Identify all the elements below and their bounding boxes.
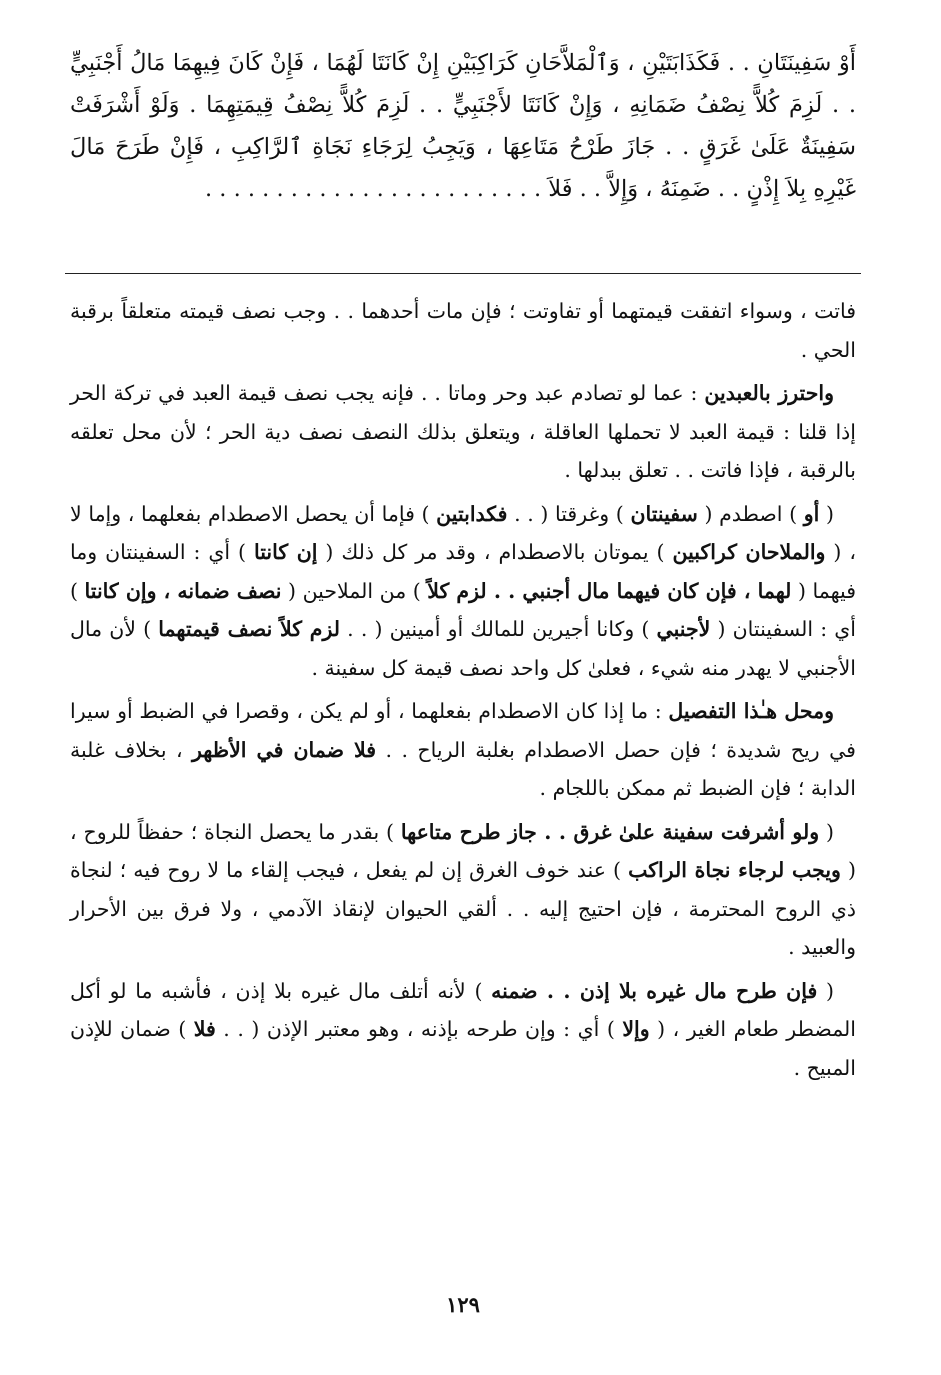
commentary-paragraph <box>70 972 856 1088</box>
commentary-paragraph <box>70 495 856 688</box>
lemma-text: ومحل هـٰذا التفصيل <box>668 699 834 723</box>
commentary-text: ) أي : وإن طرحه بإذنه ، وهو معتبر الإذن ( . . <box>215 1017 623 1041</box>
commentary-text: ) فإما أن يحصل الاصطدام بفعلهما ، وإما لا ، ( <box>70 501 856 564</box>
lemma-text: لهما ، فإن كان فيهما مال أجنبي . . لزم كلاً <box>427 578 792 603</box>
lemma-text: وإلا <box>622 1017 650 1041</box>
lemma-text: سفينتان <box>630 501 698 526</box>
commentary-text: ) أي : السفينتان ( <box>70 578 856 641</box>
commentary-text: فاتت ، وسواء اتفقت قيمتهما أو تفاوتت ؛ فإن مات أحدهما . . وجب نصف قيمته متعلقاً برقبة الحي . <box>70 299 856 362</box>
lemma-text: والملاحان كراكبين <box>672 540 826 564</box>
commentary-text-block <box>70 292 856 1092</box>
commentary-text: ( <box>817 978 834 1003</box>
commentary-text: ) عند خوف الغرق إن لم يفعل ، فيجب إلقاء ما لا روح فيه ؛ لنجاة ذي الروح المحترمة ، فإن احتيج إليه . . ألقي الحيوان لإنقاذ الآدمي ، ولا فرق بين الأحرار والعبيد . <box>70 858 856 959</box>
commentary-text: ) بقدر ما يحصل النجاة ؛ حفظاً للروح ، ( <box>70 819 857 882</box>
commentary-text: ) لأن مال الأجنبي لا يهدر منه شيء ، فعلىٰ كل واحد نصف قيمة كل سفينة . <box>70 617 856 680</box>
commentary-text: : ما إذا كان الاصطدام بفعلهما ، أو لم يكن ، وقصرا في الضبط أو سيرا في ريح شديدة ؛ فإن حصل الاصطدام بغلبة الرياح . . <box>70 699 856 762</box>
commentary-text: ) لأنه أتلف مال غيره بلا إذن ، فأشبه ما لو أكل المضطر طعام الغير ، ( <box>70 978 856 1041</box>
commentary-text: ) يموتان بالاصطدام ، وقد مر كل ذلك ( <box>317 540 673 564</box>
matn-text-block <box>70 42 856 210</box>
commentary-text: ( <box>819 819 834 844</box>
book-page <box>70 0 856 1375</box>
lemma-text: إن كانتا <box>254 540 318 564</box>
commentary-text: ( <box>819 501 834 526</box>
commentary-paragraph <box>70 374 856 490</box>
commentary-paragraph <box>70 692 856 808</box>
commentary-text: : عما لو تصادم عبد وحر وماتا . . فإنه يجب نصف قيمة العبد في تركة الحر إذا قلنا : قيمة العبد لا تحملها العاقلة ، ويتعلق بذلك النصف نصف دية الحر ؛ لأن محل تعلقه بالرقبة ، فإذا فاتت . . تعلق ببدلها . <box>70 381 856 482</box>
lemma-text: فإن طرح مال غيره بلا إذن . . ضمنه <box>491 978 818 1003</box>
lemma-text: فلا <box>193 1017 216 1041</box>
commentary-text: ، بخلاف غلبة الدابة ؛ فإن الضبط ثم ممكن باللجام . <box>70 737 856 800</box>
lemma-text: أو <box>803 501 820 526</box>
lemma-text: فكدابتين <box>436 501 508 526</box>
commentary-text: ) ضمان للإذن المبيح . <box>70 1017 856 1080</box>
commentary-text: ) من الملاحين ( <box>281 578 428 603</box>
lemma-text: لأجنبي <box>656 617 711 641</box>
lemma-text: ولو أشرفت سفينة علىٰ غرق . . جاز طرح متاعها <box>400 819 820 844</box>
lemma-text: فلا ضمان في الأظهر <box>192 737 377 762</box>
commentary-paragraph-continued <box>70 292 856 369</box>
separator-rule <box>65 273 861 274</box>
commentary-text: ) وغرقتا ( . . <box>507 501 631 526</box>
commentary-text: ) وكانا أجيرين للمالك أو أمينين ( . . <box>340 617 657 641</box>
page-number: ١٢٩ <box>446 1292 480 1317</box>
lemma-text: واحترز بالعبدين <box>704 381 834 405</box>
commentary-paragraph <box>70 813 856 967</box>
commentary-text: ) أي : السفينتان وما فيهما ( <box>70 540 857 603</box>
lemma-text: نصف ضمانه ، وإن كانتا <box>84 578 282 603</box>
lemma-text: ويجب لرجاء نجاة الراكب <box>628 858 841 882</box>
lemma-text: لزم كلاً نصف قيمتهما <box>158 617 341 641</box>
matn-paragraph: أَوْ سَفِينَتَانِ . . فَكَذَابَتَيْنِ ، وَٱلْمَلاَّحَانِ كَرَاكِبَيْنِ إِنْ كَانَتَا لَهُمَا ، فَإِنْ كَانَ فِيهِمَا مَالُ أَجْنَبِيٍّ . . لَزِمَ كُلاًّ نِصْفُ ضَمَانِهِ ، وَإِنْ كَانَتَا لأَجْنَبِيٍّ . . لَزِمَ كُلاًّ نِصْفُ قِيمَتِهِمَا . وَلَوْ أَشْرَفَتْ سَفِينَةٌ عَلَىٰ غَرَقٍ . . جَازَ طَرْحُ مَتَاعِهَا ، وَيَجِبُ لِرَجَاءِ نَجَاةِ ٱلرَّاكِبِ ، فَإِنْ طَرَحَ مَالَ غَيْرِهِ بِلاَ إِذْنٍ . . ضَمِنَهُ ، وَإِلاَّ . . فَلاَ . . . . . . . . . . . . . . . . . . . . . . . . <box>70 50 856 202</box>
commentary-text: ) اصطدم ( <box>697 501 804 526</box>
